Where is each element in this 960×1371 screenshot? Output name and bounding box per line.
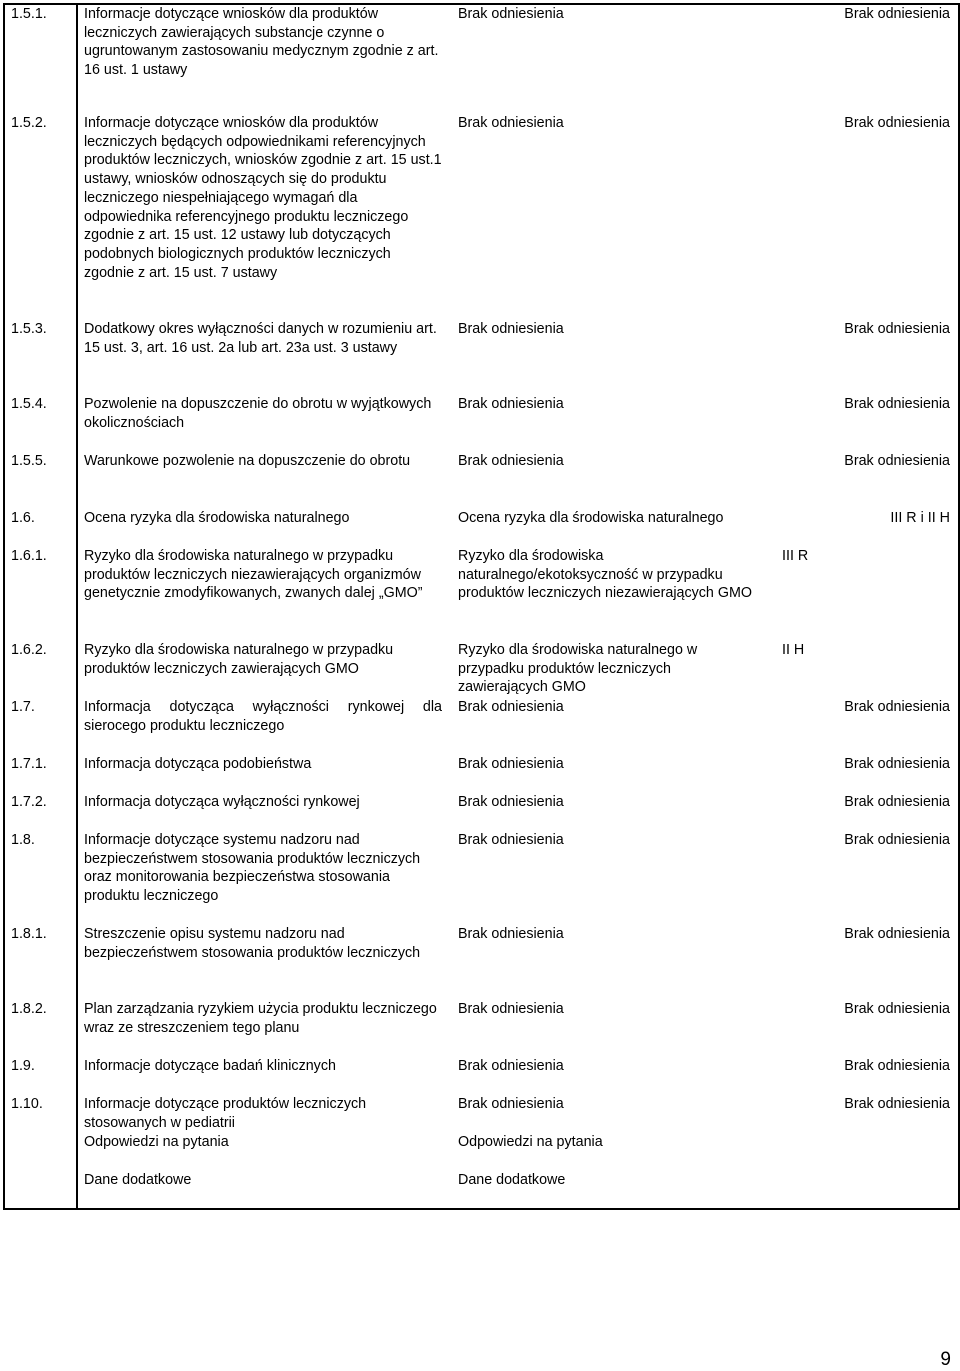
row-description: Informacje dotyczące wniosków dla produktów leczniczych zawierających substancje czynne o ugruntowanym zastosowaniu medycznym zgodnie z art. 16 ust. 1 ustawy xyxy=(77,4,450,114)
document-table xyxy=(3,3,960,1210)
row-description: Dodatkowy okres wyłączności danych w rozumieniu art. 15 ust. 3, art. 16 ust. 2a lub art. 23a ust. 3 ustawy xyxy=(77,320,450,395)
row-number: 1.8. xyxy=(4,831,77,925)
row-value-1: Ryzyko dla środowiska naturalnego/ekotoksyczność w przypadku produktów leczniczych niezawierających GMO xyxy=(458,548,752,602)
table-row xyxy=(4,320,959,395)
row-value-1: Brak odniesienia xyxy=(458,1001,564,1017)
row-number: 1.7. xyxy=(4,698,77,755)
row-description: Informacje dotyczące produktów leczniczych stosowanych w pediatrii xyxy=(77,1095,450,1133)
row-value-2 xyxy=(760,1171,959,1209)
table-row xyxy=(4,4,959,114)
table-row xyxy=(4,925,959,1000)
row-description: Informacje dotyczące badań klinicznych xyxy=(77,1057,450,1095)
row-number: 1.10. xyxy=(4,1095,77,1133)
row-value-2: Brak odniesienia xyxy=(760,755,959,793)
row-number: 1.6.2. xyxy=(4,641,77,698)
row-value-2: Brak odniesienia xyxy=(760,925,959,1000)
row-number: 1.7.1. xyxy=(4,755,77,793)
row-value-2: II H xyxy=(760,641,959,698)
row-number: 1.5.2. xyxy=(4,114,77,320)
row-description: Ocena ryzyka dla środowiska naturalnego xyxy=(77,509,450,547)
table-row xyxy=(4,793,959,831)
row-number: 1.6.1. xyxy=(4,547,77,641)
row-value-1: Odpowiedzi na pytania xyxy=(458,1134,603,1150)
row-number: 1.8.1. xyxy=(4,925,77,1000)
row-value-1: Brak odniesienia xyxy=(458,699,564,715)
row-value-2: Brak odniesienia xyxy=(760,1057,959,1095)
row-description: Informacja dotycząca podobieństwa xyxy=(77,755,450,793)
row-description: Plan zarządzania ryzykiem użycia produktu leczniczego wraz ze streszczeniem tego planu xyxy=(77,1000,450,1057)
row-value-1: Brak odniesienia xyxy=(458,1058,564,1074)
row-value-2: Brak odniesienia xyxy=(760,320,959,395)
row-number: 1.7.2. xyxy=(4,793,77,831)
row-value-2 xyxy=(760,1133,959,1171)
row-value-1: Brak odniesienia xyxy=(458,396,564,412)
row-description: Informacje dotyczące systemu nadzoru nad bezpieczeństwem stosowania produktów leczniczych oraz monitorowania bezpieczeństwa stosowania produktu leczniczego xyxy=(77,831,450,925)
row-value-2: Brak odniesienia xyxy=(760,4,959,114)
row-description: Ryzyko dla środowiska naturalnego w przypadku produktów leczniczych zawierających GMO xyxy=(77,641,450,698)
table-row xyxy=(4,1000,959,1057)
row-value-2: Brak odniesienia xyxy=(760,1000,959,1057)
row-value-1: Brak odniesienia xyxy=(458,453,564,469)
table-row xyxy=(4,1057,959,1095)
table-row xyxy=(4,1133,959,1171)
row-description: Informacje dotyczące wniosków dla produktów leczniczych będących odpowiednikami referencyjnych produktów leczniczych, wniosków zgodnie z art. 15 ust.1 ustawy, wniosków odnoszących się do produktu leczniczego niespełniającego wymagań dla odpowiednika referencyjnego produktu leczniczego zgodnie z art. 15 ust. 12 ustawy lub dotyczących podobnych biologicznych produktów leczniczych zgodnie z art. 15 ust. 7 ustawy xyxy=(77,114,450,320)
row-value-1: Brak odniesienia xyxy=(458,756,564,772)
table-row xyxy=(4,755,959,793)
row-description: Warunkowe pozwolenie na dopuszczenie do obrotu xyxy=(77,452,450,509)
table-row xyxy=(4,547,959,641)
row-value-1: Ocena ryzyka dla środowiska naturalnego xyxy=(458,510,724,526)
table-row xyxy=(4,1171,959,1209)
row-value-1: Brak odniesienia xyxy=(450,4,760,114)
row-description: Odpowiedzi na pytania xyxy=(77,1133,450,1171)
row-value-2: Brak odniesienia xyxy=(760,698,959,755)
row-description: Streszczenie opisu systemu nadzoru nad bezpieczeństwem stosowania produktów leczniczych xyxy=(77,925,450,1000)
row-number: 1.9. xyxy=(4,1057,77,1095)
row-value-2: Brak odniesienia xyxy=(760,793,959,831)
row-number: 1.5.5. xyxy=(4,452,77,509)
row-value-1: Brak odniesienia xyxy=(458,926,564,942)
row-value-2: Brak odniesienia xyxy=(760,395,959,452)
row-value-1: Brak odniesienia xyxy=(458,1096,564,1112)
row-value-1: Brak odniesienia xyxy=(458,321,564,337)
page-number: 9 xyxy=(940,1349,951,1370)
row-description: Ryzyko dla środowiska naturalnego w przypadku produktów leczniczych niezawierających organizmów genetycznie zmodyfikowanych, zwanych dalej „GMO” xyxy=(77,547,450,641)
table-row xyxy=(4,509,959,547)
table-row xyxy=(4,641,959,698)
row-value-1: Dane dodatkowe xyxy=(450,1171,760,1209)
row-number xyxy=(4,1133,77,1171)
row-number: 1.5.3. xyxy=(4,320,77,395)
row-description: Dane dodatkowe xyxy=(77,1171,450,1209)
row-description: Informacja dotycząca wyłączności rynkowej xyxy=(77,793,450,831)
table-row xyxy=(4,452,959,509)
row-value-2: III R xyxy=(760,547,959,641)
row-value-1: Brak odniesienia xyxy=(458,794,564,810)
row-description: Informacja dotycząca wyłączności rynkowej dla sierocego produktu leczniczego xyxy=(77,698,450,755)
table-row xyxy=(4,831,959,925)
row-number: 1.5.1. xyxy=(4,4,77,114)
row-number: 1.6. xyxy=(4,509,77,547)
row-value-2: Brak odniesienia xyxy=(760,452,959,509)
table-row xyxy=(4,698,959,755)
row-value-1: Brak odniesienia xyxy=(458,115,564,131)
row-number xyxy=(4,1171,77,1209)
row-value-2: Brak odniesienia xyxy=(760,831,959,925)
row-number: 1.8.2. xyxy=(4,1000,77,1057)
row-value-1: Brak odniesienia xyxy=(458,832,564,848)
row-number: 1.5.4. xyxy=(4,395,77,452)
table-row xyxy=(4,1095,959,1133)
row-description: Pozwolenie na dopuszczenie do obrotu w wyjątkowych okolicznościach xyxy=(77,395,450,452)
table-row xyxy=(4,395,959,452)
row-value-2: III R i II H xyxy=(760,509,959,547)
row-value-1: Ryzyko dla środowiska naturalnego w przypadku produktów leczniczych zawierających GMO xyxy=(458,642,698,696)
table-row xyxy=(4,114,959,320)
row-value-2: Brak odniesienia xyxy=(760,1095,959,1133)
row-value-2: Brak odniesienia xyxy=(760,114,959,320)
